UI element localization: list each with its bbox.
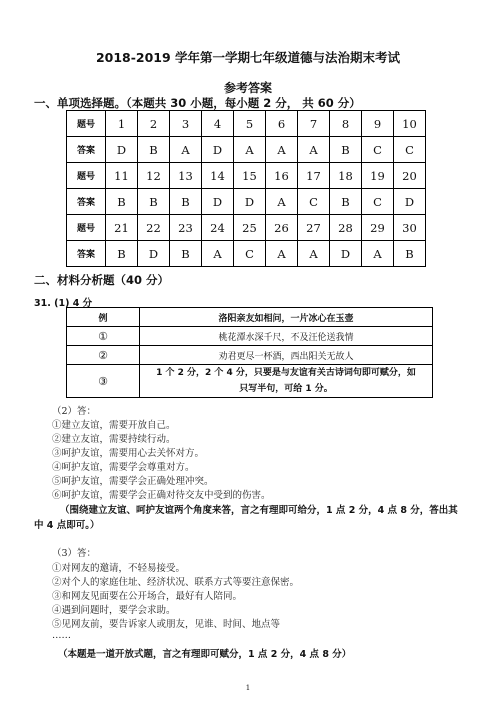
answer-table-cell: 28 bbox=[330, 215, 362, 241]
answer-table-cell: B bbox=[330, 189, 362, 215]
part-2-item: ③呵护友谊，需要用心去关怀对方。 bbox=[52, 448, 205, 459]
material-value-line-1: 1 个 2 分，2 个 4 分，只要是与友谊有关古诗词句即可赋分，如 bbox=[156, 368, 416, 378]
answer-table-cell: 18 bbox=[330, 163, 362, 189]
answer-table-cell: C bbox=[234, 241, 266, 267]
material-key: 例 bbox=[67, 308, 140, 327]
answer-table-cell: 21 bbox=[106, 215, 138, 241]
part-3-item: ②对个人的家庭住址、经济状况、联系方式等要注意保密。 bbox=[52, 577, 300, 588]
part-2-item: ②建立友谊，需要持续行动。 bbox=[52, 434, 176, 445]
section-1-heading: 一、单项选择题。（本题共 30 小题，每小题 2 分， 共 60 分） bbox=[34, 96, 361, 110]
answer-table-cell: 1 bbox=[106, 111, 138, 137]
answer-table-cell: A bbox=[362, 241, 394, 267]
material-key: ② bbox=[67, 346, 140, 365]
answer-table-cell: D bbox=[234, 189, 266, 215]
answer-table-row-label: 题号 bbox=[67, 111, 106, 137]
answer-table-cell: 22 bbox=[138, 215, 170, 241]
answer-table-cell: B bbox=[106, 241, 138, 267]
part-3-item: ④遇到问题时，要学会求助。 bbox=[52, 605, 176, 616]
answer-table-row bbox=[67, 241, 426, 267]
answer-table-cell: A bbox=[298, 241, 330, 267]
answer-table-cell: 13 bbox=[170, 163, 202, 189]
answer-table-cell: D bbox=[202, 189, 234, 215]
answer-table-cell: C bbox=[298, 189, 330, 215]
answer-table-cell: B bbox=[138, 137, 170, 163]
part-3-item: ①对网友的邀请，不轻易接受。 bbox=[52, 563, 186, 574]
answer-table-cell: A bbox=[266, 137, 298, 163]
answer-table-cell: 29 bbox=[362, 215, 394, 241]
part-2-item: ④呵护友谊，需要学会尊重对方。 bbox=[52, 462, 195, 473]
answer-table-cell: 26 bbox=[266, 215, 298, 241]
answer-table-row bbox=[67, 111, 426, 137]
answer-table-cell: 6 bbox=[266, 111, 298, 137]
answer-table-cell: 24 bbox=[202, 215, 234, 241]
answer-table-cell: 5 bbox=[234, 111, 266, 137]
answer-table-cell: 16 bbox=[266, 163, 298, 189]
answer-table-row bbox=[67, 163, 426, 189]
answer-table-cell: A bbox=[266, 241, 298, 267]
answer-table-row bbox=[67, 137, 426, 163]
material-row bbox=[67, 365, 433, 398]
answer-table-row bbox=[67, 189, 426, 215]
answer-table-cell: C bbox=[394, 137, 426, 163]
material-value-line-2: 只写半句，可给 1 分。 bbox=[239, 384, 333, 394]
answer-table-cell: D bbox=[106, 137, 138, 163]
answer-table-cell: D bbox=[138, 241, 170, 267]
answer-table-cell: 30 bbox=[394, 215, 426, 241]
answer-table-cell: A bbox=[298, 137, 330, 163]
part-2-item: ⑥呵护友谊，需要学会正确对待交友中受到的伤害。 bbox=[52, 490, 271, 501]
material-value: 桃花潭水深千尺，不及汪伦送我情 bbox=[140, 327, 433, 346]
part-3-item: ⑤见网友前，要告诉家人或朋友，见谁、时间、地点等 bbox=[52, 619, 281, 630]
answer-table-cell: B bbox=[330, 137, 362, 163]
answer-table-cell: B bbox=[170, 189, 202, 215]
answer-table-cell: C bbox=[362, 137, 394, 163]
page-number: 1 bbox=[245, 684, 251, 692]
answer-table-cell: A bbox=[170, 137, 202, 163]
part-2-item: ⑤呵护友谊，需要学会正确处理冲突。 bbox=[52, 476, 214, 487]
answer-table-cell: 19 bbox=[362, 163, 394, 189]
answer-table-cell: 10 bbox=[394, 111, 426, 137]
material-key: ③ bbox=[67, 365, 140, 398]
answer-table-cell: 17 bbox=[298, 163, 330, 189]
document-subtitle: 参考答案 bbox=[223, 81, 272, 95]
part-3-note: （本题是一道开放式题，言之有理即可赋分，1 点 2 分，4 点 8 分） bbox=[58, 649, 352, 660]
answer-table-row-label: 答案 bbox=[67, 189, 106, 215]
answer-table-cell: C bbox=[362, 189, 394, 215]
answer-table-row-label: 题号 bbox=[67, 215, 106, 241]
part-3-item: ③和网友见面要在公开场合，最好有人陪同。 bbox=[52, 591, 243, 602]
material-table bbox=[66, 307, 433, 398]
material-row bbox=[67, 308, 433, 327]
answer-table-cell: 9 bbox=[362, 111, 394, 137]
answer-table-cell: D bbox=[330, 241, 362, 267]
answer-table-cell: B bbox=[170, 241, 202, 267]
material-value bbox=[140, 365, 433, 398]
answer-table-cell: 11 bbox=[106, 163, 138, 189]
answer-table-cell: B bbox=[138, 189, 170, 215]
material-value: 洛阳亲友如相问，一片冰心在玉壶 bbox=[140, 308, 433, 327]
answer-table-cell: 27 bbox=[298, 215, 330, 241]
answer-table-cell: B bbox=[106, 189, 138, 215]
answer-table-cell: B bbox=[394, 241, 426, 267]
material-row bbox=[67, 327, 433, 346]
answer-table-cell: A bbox=[234, 137, 266, 163]
answer-table-cell: 15 bbox=[234, 163, 266, 189]
section-2-heading: 二、材料分析题（40 分） bbox=[34, 273, 170, 287]
answer-table-cell: 14 bbox=[202, 163, 234, 189]
part-2-note: （围绕建立友谊、呵护友谊两个角度来答，言之有理即可给分，1 点 2 分，4 点 8 分，答出其 bbox=[60, 505, 458, 516]
part-2-note-continued: 中 4 点即可。） bbox=[34, 520, 100, 531]
material-value: 劝君更尽一杯酒，西出阳关无故人 bbox=[140, 346, 433, 365]
answer-table-row-label: 答案 bbox=[67, 137, 106, 163]
answer-table-row-label: 答案 bbox=[67, 241, 106, 267]
question-31-heading: 31. (1) 4 分 bbox=[34, 298, 93, 309]
answer-table-row-label: 题号 bbox=[67, 163, 106, 189]
answer-table-cell: 12 bbox=[138, 163, 170, 189]
answer-table-cell: 8 bbox=[330, 111, 362, 137]
answer-table-cell: 25 bbox=[234, 215, 266, 241]
answer-table-row bbox=[67, 215, 426, 241]
part-3-ellipsis: …… bbox=[52, 630, 71, 641]
answer-table-cell: A bbox=[202, 241, 234, 267]
answer-table-cell: D bbox=[202, 137, 234, 163]
answer-table-cell: 23 bbox=[170, 215, 202, 241]
answer-table-cell: 7 bbox=[298, 111, 330, 137]
material-row bbox=[67, 346, 433, 365]
part-2-item: ①建立友谊，需要开放自己。 bbox=[52, 420, 176, 431]
answer-table-cell: 20 bbox=[394, 163, 426, 189]
answer-table bbox=[66, 110, 426, 267]
answer-table-cell: 4 bbox=[202, 111, 234, 137]
part-3-heading: （3）答： bbox=[52, 548, 97, 559]
material-key: ① bbox=[67, 327, 140, 346]
answer-table-cell: A bbox=[266, 189, 298, 215]
answer-table-cell: D bbox=[394, 189, 426, 215]
part-2-heading: （2）答： bbox=[52, 406, 97, 417]
answer-table-cell: 3 bbox=[170, 111, 202, 137]
document-title: 2018-2019 学年第一学期七年级道德与法治期末考试 bbox=[95, 50, 401, 65]
answer-table-cell: 2 bbox=[138, 111, 170, 137]
